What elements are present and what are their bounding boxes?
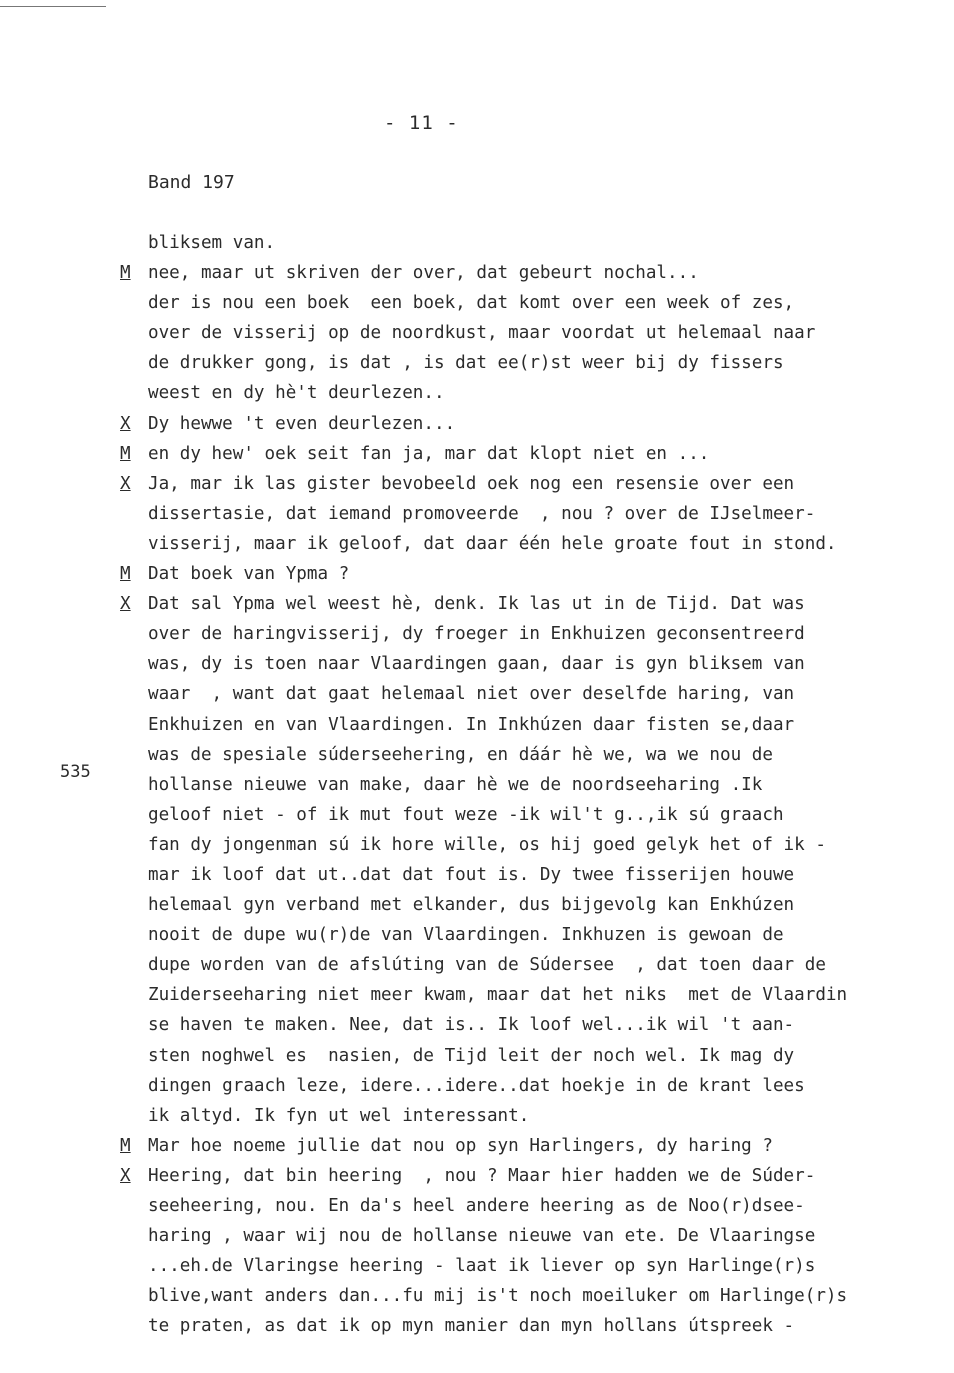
transcript-line <box>120 1010 950 1040</box>
speaker-label: X <box>120 1165 131 1186</box>
line-text: bliksem van. <box>148 233 276 253</box>
line-text: helemaal gyn verband met elkander, dus bijgevolg kan Enkhúzen <box>148 895 795 916</box>
speaker-label: X <box>120 413 131 434</box>
transcript-line <box>120 1101 950 1131</box>
line-text: nooit de dupe wu(r)de van Vlaardingen. Inkhuzen is gewoan de <box>148 925 784 946</box>
line-text: was de spesiale súderseehering, en dáár hè we, wa we nou de <box>148 744 773 765</box>
transcript-line <box>120 409 950 439</box>
transcript-line <box>120 1071 950 1101</box>
line-text: nee, maar ut skriven der over, dat gebeurt nochal... <box>148 263 699 284</box>
transcript-line <box>120 770 950 800</box>
line-text: waar , want dat gaat helemaal niet over deselfde haring, van <box>148 684 795 705</box>
line-text: Ja, mar ik las gister bevobeeld oek nog een resensie over een <box>148 473 795 494</box>
transcript-line <box>120 378 950 408</box>
line-text: Heering, dat bin heering , nou ? Maar hier hadden we de Súder- <box>148 1165 816 1186</box>
page-number: - 11 - <box>384 112 459 134</box>
transcript-line <box>120 439 950 469</box>
transcript-line <box>120 830 950 860</box>
band-label: Band 197 <box>148 172 235 193</box>
line-text: de drukker gong, is dat , is dat ee(r)st weer bij dy fissers <box>148 353 784 374</box>
margin-note: 535 <box>60 762 91 782</box>
line-text: Dat boek van Ypma ? <box>148 564 350 585</box>
transcript-line <box>120 1281 950 1311</box>
line-text: fan dy jongenman sú ik hore wille, os hij goed gelyk het of ik - <box>148 834 826 855</box>
line-text: visserij, maar ik geloof, dat daar één hele groate fout in stond. <box>148 533 837 554</box>
speaker-label: M <box>120 443 131 464</box>
transcript-line <box>120 1311 950 1341</box>
line-text: sten noghwel es nasien, de Tijd leit der noch wel. Ik mag dy <box>148 1045 795 1066</box>
line-text: Enkhuizen en van Vlaardingen. In Inkhúzen daar fisten se,daar <box>148 714 795 735</box>
speaker-label: M <box>120 1135 131 1156</box>
line-text: blive,want anders dan...fu mij is't noch moeiluker om Harlinge(r)s <box>148 1286 848 1307</box>
transcript-line <box>120 288 950 318</box>
transcript-line <box>120 1191 950 1221</box>
line-text: hollanse nieuwe van make, daar hè we de noordseeharing .Ik <box>148 774 763 795</box>
line-text: weest en dy hè't deurlezen.. <box>148 383 445 404</box>
top-rule <box>0 6 106 7</box>
transcript-line <box>120 710 950 740</box>
speaker-label: X <box>120 473 131 494</box>
speaker-label: X <box>120 594 131 615</box>
line-text: over de haringvisserij, dy froeger in Enkhuizen geconsentreerd <box>148 624 805 645</box>
line-text: se haven te maken. Nee, dat is.. Ik loof wel...ik wil 't aan- <box>148 1015 795 1036</box>
transcript-line <box>120 890 950 920</box>
transcript-line <box>120 860 950 890</box>
line-text: geloof niet - of ik mut fout weze -ik wil't g..,ik sú graach <box>148 804 784 825</box>
transcript-line <box>120 1221 950 1251</box>
speaker-label: M <box>120 263 131 284</box>
line-text: Dy hewwe 't even deurlezen... <box>148 413 456 434</box>
line-text: Mar hoe noeme jullie dat nou op syn Harlingers, dy haring ? <box>148 1135 773 1156</box>
transcript-line <box>120 258 950 288</box>
line-text: ik altyd. Ik fyn ut wel interessant. <box>148 1105 530 1126</box>
line-text: dissertasie, dat iemand promoveerde , nou ? over de IJselmeer- <box>148 503 816 524</box>
transcript-line <box>120 589 950 619</box>
transcript-line <box>120 800 950 830</box>
line-text: mar ik loof dat ut..dat dat fout is. Dy twee fisserijen houwe <box>148 864 795 885</box>
transcript-body <box>120 228 950 1341</box>
transcript-line <box>120 1161 950 1191</box>
transcript-line <box>120 1251 950 1281</box>
line-text: Dat sal Ypma wel weest hè, denk. Ik las ut in de Tijd. Dat was <box>148 594 805 615</box>
line-text: te praten, as dat ik op myn manier dan myn hollans útspreek - <box>148 1316 795 1337</box>
transcript-line <box>120 348 950 378</box>
transcript-line <box>120 980 950 1010</box>
line-text: haring , waar wij nou de hollanse nieuwe van ete. De Vlaaringse <box>148 1226 816 1247</box>
line-text: ...eh.de Vlaringse heering - laat ik liever op syn Harlinge(r)s <box>148 1256 816 1277</box>
transcript-line <box>120 1131 950 1161</box>
transcript-line <box>120 469 950 499</box>
line-text: over de visserij op de noordkust, maar voordat ut helemaal naar <box>148 323 816 344</box>
transcript-line <box>120 740 950 770</box>
line-text: dupe worden van de afslúting van de Súdersee , dat toen daar de <box>148 955 826 976</box>
transcript-line <box>120 318 950 348</box>
transcript-line <box>120 649 950 679</box>
line-text: dingen graach leze, idere...idere..dat hoekje in de krant lees <box>148 1075 805 1096</box>
transcript-line <box>120 1041 950 1071</box>
line-text: der is nou een boek een boek, dat komt over een week of zes, <box>148 293 795 314</box>
speaker-label: M <box>120 564 131 585</box>
transcript-line <box>120 529 950 559</box>
transcript-line <box>120 920 950 950</box>
transcript-line <box>120 950 950 980</box>
line-text: seeheering, nou. En da's heel andere heering as de Noo(r)dsee- <box>148 1196 805 1216</box>
transcript-line <box>120 499 950 529</box>
transcript-line <box>120 679 950 709</box>
line-text: en dy hew' oek seit fan ja, mar dat klopt niet en ... <box>148 443 710 464</box>
line-text: was, dy is toen naar Vlaardingen gaan, daar is gyn bliksem van <box>148 654 805 675</box>
transcript-line <box>120 559 950 589</box>
transcript-line <box>120 619 950 649</box>
transcript-line <box>120 228 950 258</box>
line-text: Zuiderseeharing niet meer kwam, maar dat het niks met de Vlaardin <box>148 985 848 1006</box>
